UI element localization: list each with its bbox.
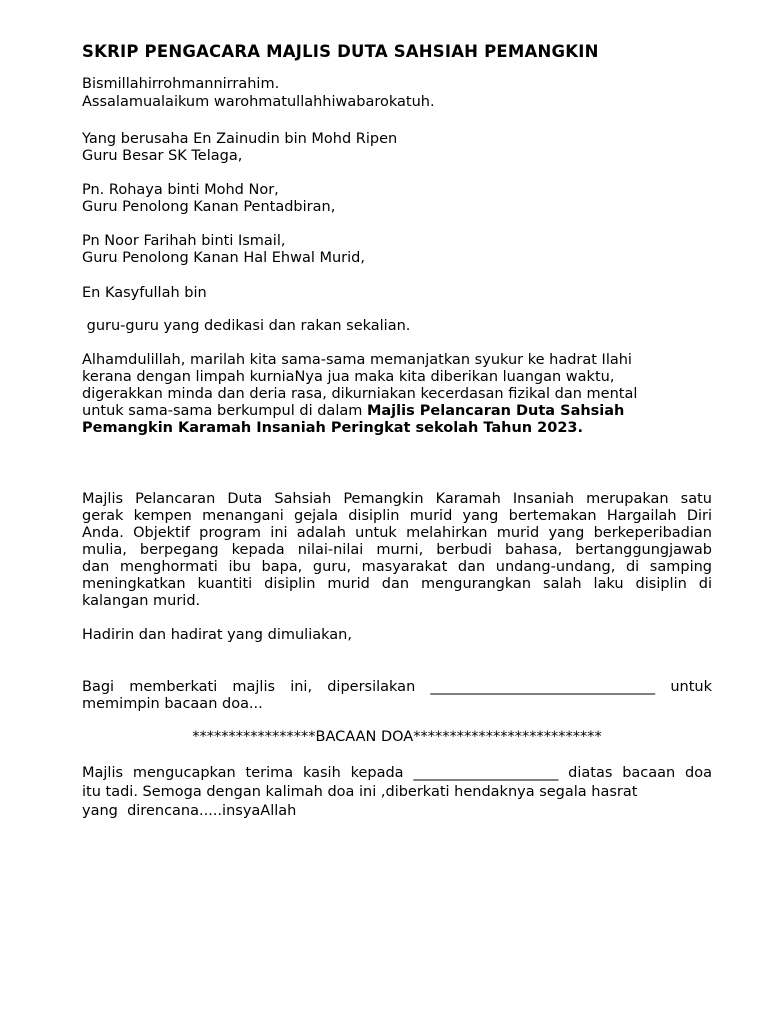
bless-line: Bagi memberkati majlis ini, dipersilakan _______________________________ untuk: [82, 679, 712, 695]
addressee-name: En Kasyfullah bin: [82, 285, 207, 301]
closing-line: itu tadi. Semoga dengan kalimah doa ini ,diberkati hendaknya segala hasrat: [82, 784, 638, 800]
para1-line: kerana dengan limpah kurniaNya jua maka kita diberikan luangan waktu,: [82, 369, 615, 385]
para2-line: mulia, berpegang kepada nilai-nilai murni, berbudi bahasa, bertanggungjawab: [82, 542, 712, 558]
para1-line4-text: untuk sama-sama berkumpul di dalam: [82, 403, 367, 419]
addressee-name: Yang berusaha En Zainudin bin Mohd Ripen: [82, 131, 398, 147]
greeting-bismillah: Bismillahirrohmannirrahim.: [82, 76, 280, 92]
addressee-role: Guru Penolong Kanan Pentadbiran,: [82, 199, 336, 215]
para2-line: dan menghormati ibu bapa, guru, masyarakat dan undang-undang, di samping: [82, 559, 712, 575]
addressee-role: Guru Penolong Kanan Hal Ehwal Murid,: [82, 250, 365, 266]
para2-last-line: kalangan murid.: [82, 593, 201, 609]
page-title: SKRIP PENGACARA MAJLIS DUTA SAHSIAH PEMANGKIN: [82, 42, 599, 61]
para2-line: Anda. Objektif program ini adalah untuk melahirkan murid yang berkeperibadian: [82, 525, 712, 541]
para1-line: Alhamdulillah, marilah kita sama-sama memanjatkan syukur ke hadrat Ilahi: [82, 352, 632, 368]
doa-banner: *****************BACAAN DOA**************************: [192, 729, 602, 745]
closing-line: yang direncana.....insyaAllah: [82, 803, 297, 819]
para2-line: meningkatkan kuantiti disiplin murid dan mengurangkan salah laku disiplin di: [82, 576, 712, 592]
para1-line: [82, 403, 624, 420]
event-name-bold-cont: Pemangkin Karamah Insaniah Peringkat sekolah Tahun 2023.: [82, 420, 584, 436]
para2-line: Majlis Pelancaran Duta Sahsiah Pemangkin Karamah Insaniah merupakan satu: [82, 491, 712, 507]
greeting-salam: Assalamualaikum warohmatullahhiwabarokatuh.: [82, 94, 435, 110]
bless-line: memimpin bacaan doa...: [82, 696, 263, 712]
addressee-role: Guru Besar SK Telaga,: [82, 148, 243, 164]
para1-line: digerakkan minda dan deria rasa, dikurniakan kecerdasan fizikal dan mental: [82, 386, 638, 402]
event-name-bold: Majlis Pelancaran Duta Sahsiah: [366, 403, 625, 419]
addressee-name: Pn. Rohaya binti Mohd Nor,: [82, 182, 279, 198]
closing-line: Majlis mengucapkan terima kasih kepada ____________________ diatas bacaan doa: [82, 765, 712, 781]
addressee-name: Pn Noor Farihah binti Ismail,: [82, 233, 286, 249]
hadirin-line: Hadirin dan hadirat yang dimuliakan,: [82, 627, 352, 643]
teachers-line: guru-guru yang dedikasi dan rakan sekalian.: [82, 318, 411, 334]
para2-line: gerak kempen menangani gejala disiplin murid yang bertemakan Hargailah Diri: [82, 508, 712, 524]
